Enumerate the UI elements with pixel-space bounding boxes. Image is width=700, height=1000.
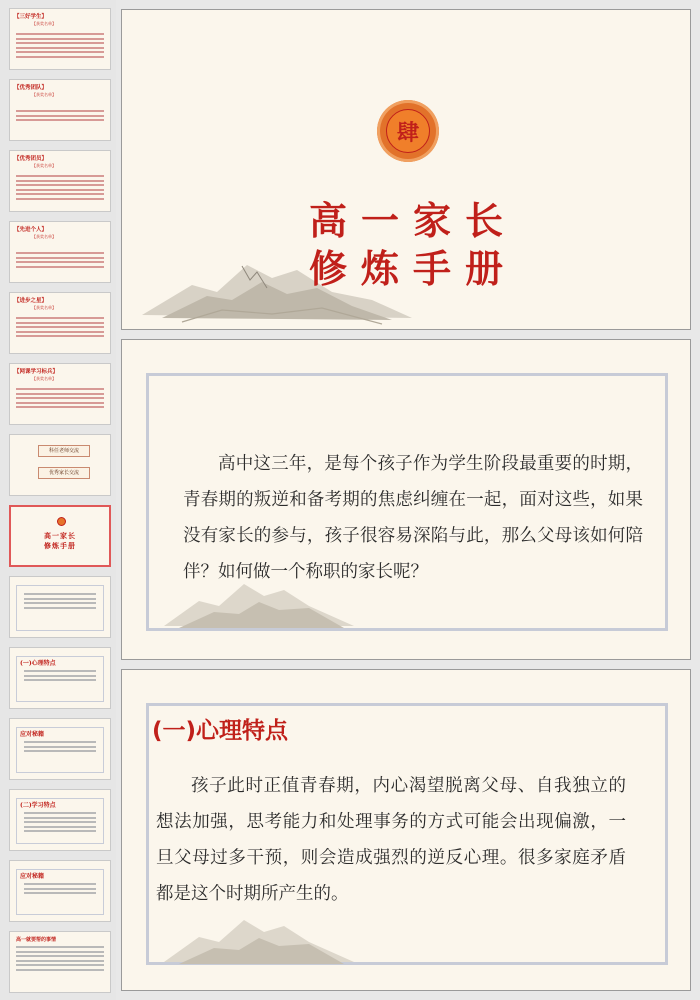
psychology-paragraph: 孩子此时正值青春期，内心渴望脱离父母、自我独立的想法加强，思考能力和处理事务的方式可能会出现偏激，一旦父母过多干预，则会造成强烈的逆反心理。很多家庭矛盾都是这个时期所产生的。 bbox=[156, 776, 626, 904]
slide-thumbnail-14[interactable] bbox=[9, 931, 111, 993]
thumb-chip: 科任老师交流 bbox=[38, 445, 90, 457]
slide-thumbnail-6[interactable] bbox=[9, 363, 111, 425]
slide-title-line1: 高一家长 bbox=[308, 199, 517, 243]
thumb-sub: 【获奖名单】 bbox=[32, 305, 56, 310]
slide-thumbnail-13[interactable] bbox=[9, 860, 111, 922]
thumb-title: 【优秀团队】 bbox=[14, 85, 48, 91]
thumb-sub: 【获奖名单】 bbox=[32, 21, 56, 26]
slide-thumbnail-3[interactable] bbox=[9, 150, 111, 212]
chapter-badge bbox=[377, 100, 439, 162]
thumb-badge bbox=[57, 517, 66, 526]
thumb-title: (二)学习特点 bbox=[20, 802, 56, 809]
thumb-title: (一)心理特点 bbox=[20, 660, 56, 667]
thumb-title: 修炼手册 bbox=[44, 541, 76, 550]
slide-psychology[interactable] bbox=[121, 669, 691, 991]
slide-thumbnail-7[interactable] bbox=[9, 434, 111, 496]
thumb-sub: 【获奖名单】 bbox=[32, 163, 56, 168]
chapter-badge-char: 肆 bbox=[386, 109, 430, 153]
slide-thumbnail-10[interactable] bbox=[9, 647, 111, 709]
thumb-title: 高一就要帮的事情 bbox=[16, 937, 57, 943]
thumb-title: 【先进个人】 bbox=[14, 227, 48, 233]
slide-thumbnail-9[interactable] bbox=[9, 576, 111, 638]
thumb-title: 【优秀团员】 bbox=[14, 156, 48, 162]
thumb-sub: 【获奖名单】 bbox=[32, 234, 56, 239]
section-heading: (一)心理特点 bbox=[152, 718, 289, 744]
thumb-title: 高一家长 bbox=[44, 531, 76, 540]
slide-thumbnail-8-selected[interactable] bbox=[9, 505, 111, 567]
thumb-title: 【三好学生】 bbox=[14, 14, 48, 20]
slide-title[interactable] bbox=[121, 9, 691, 330]
thumb-title: 【进步之星】 bbox=[14, 298, 48, 304]
thumb-sub: 【获奖名单】 bbox=[32, 92, 56, 97]
slide-thumbnail-1[interactable] bbox=[9, 8, 111, 70]
thumb-sub: 【获奖名单】 bbox=[32, 376, 56, 381]
content-frame bbox=[146, 373, 668, 631]
slide-title-line2: 修炼手册 bbox=[308, 247, 517, 291]
slide-thumbnail-11[interactable] bbox=[9, 718, 111, 780]
intro-paragraph: 高中这三年，是每个孩子作为学生阶段最重要的时期，青春期的叛逆和备考期的焦虑纠缠在一起，面对这些，如果没有家长的参与，孩子很容易深陷与此，那么父母该如何陪伴？如何做一个称职的家长呢？ bbox=[183, 454, 643, 582]
slide-thumbnail-4[interactable] bbox=[9, 221, 111, 283]
slide-thumbnail-2[interactable] bbox=[9, 79, 111, 141]
slide-thumbnail-5[interactable] bbox=[9, 292, 111, 354]
slide-intro[interactable] bbox=[121, 339, 691, 660]
thumb-chip: 优秀家长交流 bbox=[38, 467, 90, 479]
thumb-title: 应对秘籍 bbox=[20, 731, 45, 738]
thumb-title: 【网课学习标兵】 bbox=[14, 369, 59, 375]
slide-thumbnail-12[interactable] bbox=[9, 789, 111, 851]
thumb-title: 应对秘籍 bbox=[20, 873, 45, 880]
slide-thumbnail-rail bbox=[0, 0, 116, 1000]
